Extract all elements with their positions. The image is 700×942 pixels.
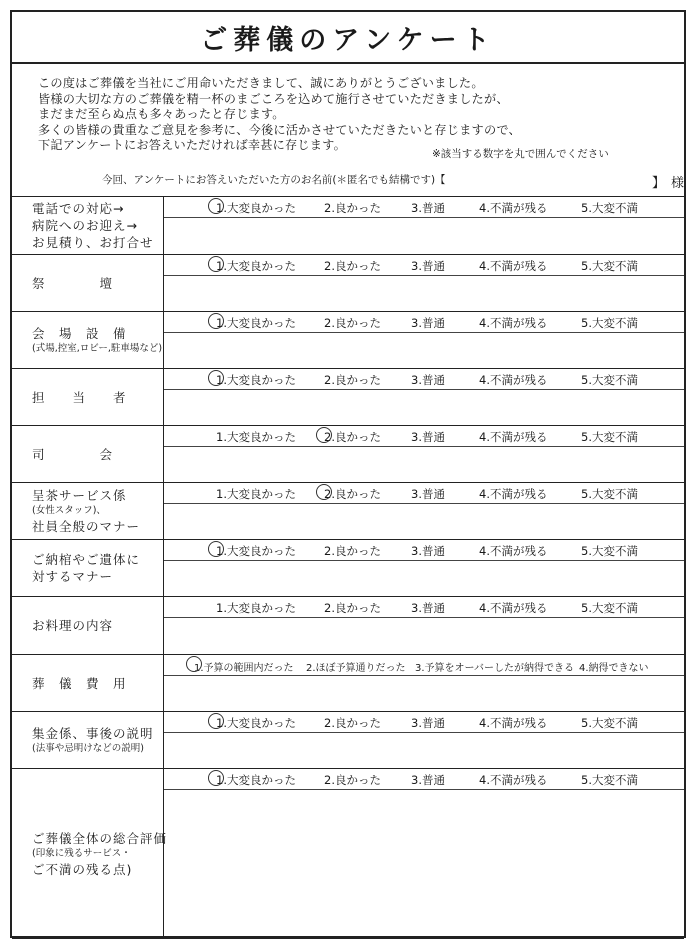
intro-line: まだまだ至らぬ点も多々あったと存じます。: [38, 107, 285, 121]
selected-circle-mark: [208, 198, 224, 214]
question-label-line: ご不満の残る点): [32, 861, 133, 877]
option-choice[interactable]: 4.不満が残る: [479, 373, 548, 387]
question-label-line: ご葬儀全体の総合評価: [32, 830, 168, 846]
selected-circle-mark: [208, 770, 224, 786]
question-label-line: お料理の内容: [32, 618, 114, 633]
option-choice[interactable]: 2.良かった: [324, 487, 381, 501]
option-choice[interactable]: 2.良かった: [324, 716, 381, 730]
name-field-close[interactable]: [652, 172, 684, 191]
question-label-line: お見積り、お打合せ: [32, 235, 154, 250]
question-label: [12, 483, 164, 539]
survey-table: [12, 196, 684, 877]
option-choice[interactable]: 3.普通: [411, 259, 445, 273]
selected-circle-mark: [208, 313, 224, 329]
option-choice[interactable]: 3.普通: [411, 544, 445, 558]
option-choice[interactable]: 3.普通: [411, 773, 445, 787]
question-label-line: (女性スタッフ)、: [32, 505, 106, 516]
question-label: [12, 597, 164, 654]
option-choice[interactable]: 3.普通: [411, 430, 445, 444]
intro-line: この度はご葬儀を当社にご用命いただきまして、誠にありがとうございました。: [38, 76, 484, 90]
question-label: [12, 769, 168, 938]
intro-text: [38, 76, 678, 154]
question-label-line: 葬 儀 費 用: [32, 675, 127, 691]
selected-circle-mark: [208, 713, 224, 729]
option-choice[interactable]: 4.不満が残る: [479, 201, 548, 215]
question-label-line: 祭 壇: [32, 275, 114, 291]
page-title: ご葬儀のアンケート: [200, 24, 496, 56]
question-label-line: 司 会: [32, 446, 114, 462]
option-choice[interactable]: 2.良かった: [324, 773, 381, 787]
question-label: [12, 712, 164, 768]
options-line: [164, 312, 684, 333]
question-label: [12, 255, 164, 311]
question-label-line: (式場,控室,ロビー,駐車場など): [32, 342, 163, 354]
question-label-line: 集金係、事後の説明: [32, 725, 154, 741]
options-line: [164, 426, 684, 447]
option-choice[interactable]: 1.大変良かった: [216, 487, 296, 501]
options-line: [164, 540, 684, 561]
option-choice[interactable]: 5.大変不満: [581, 716, 638, 730]
survey-row: [12, 655, 684, 712]
option-choice[interactable]: 1.大変良かった: [216, 259, 296, 273]
option-choice[interactable]: 2.ほぼ予算通りだった: [306, 663, 406, 674]
intro-line: 皆様の大切な方のご葬儀を精一杯のまごころを込めて施行させていただきましたが、: [38, 91, 509, 106]
options-line: [164, 483, 684, 504]
survey-row: [12, 769, 684, 939]
option-choice[interactable]: 3.普通: [411, 601, 445, 615]
option-choice[interactable]: 4.不満が残る: [479, 430, 548, 444]
option-choice[interactable]: 3.普通: [411, 373, 445, 387]
option-choice[interactable]: 1.大変良かった: [216, 716, 296, 730]
option-choice[interactable]: 4.不満が残る: [479, 601, 548, 615]
question-label-line: 病院へのお迎え→: [32, 218, 138, 233]
survey-row: [12, 712, 684, 769]
option-choice[interactable]: 5.大変不満: [581, 373, 638, 387]
options-line: [164, 655, 684, 676]
option-choice[interactable]: 1.大変良かった: [216, 430, 296, 444]
option-choice[interactable]: 4.不満が残る: [479, 716, 548, 730]
survey-row: [12, 597, 684, 655]
intro-line: 多くの皆様の貴重なご意見を参考に、今後に活かさせていただきたいと存じますので、: [38, 122, 521, 137]
question-label: [12, 426, 164, 482]
option-choice[interactable]: 5.大変不満: [581, 601, 638, 615]
selected-circle-mark: [208, 541, 224, 557]
option-choice[interactable]: 3.予算をオーバーしたが納得できる: [415, 663, 575, 674]
option-choice[interactable]: 1.大変良かった: [216, 601, 296, 615]
survey-sheet: [10, 10, 686, 938]
question-label-line: ご納棺やご遺体に: [32, 552, 141, 567]
survey-row: [12, 426, 684, 483]
option-choice[interactable]: 5.大変不満: [581, 201, 638, 215]
survey-row: [12, 197, 684, 255]
selected-circle-mark: [316, 484, 332, 500]
option-choice[interactable]: 4.納得できない: [579, 663, 649, 674]
option-choice[interactable]: 3.普通: [411, 487, 445, 501]
options-line: [164, 197, 684, 218]
option-choice[interactable]: 2.良かった: [324, 373, 381, 387]
selected-circle-mark: [208, 370, 224, 386]
question-label: [12, 655, 164, 711]
option-choice[interactable]: 3.普通: [411, 201, 445, 215]
question-label-line: (法事や忌明けなどの説明): [32, 742, 144, 754]
option-choice[interactable]: 2.良かった: [324, 544, 381, 558]
option-choice[interactable]: 3.普通: [411, 316, 445, 330]
question-label-line: 電話での対応→: [32, 201, 125, 216]
option-choice[interactable]: 4.不満が残る: [479, 316, 548, 330]
question-label: [12, 540, 164, 596]
option-choice[interactable]: 3.普通: [411, 716, 445, 730]
question-label-line: 社員全般のマナー: [32, 519, 141, 534]
survey-row: [12, 540, 684, 597]
option-choice[interactable]: 2.良かった: [324, 316, 381, 330]
option-choice[interactable]: 1.大変良かった: [216, 373, 296, 387]
option-choice[interactable]: 5.大変不満: [581, 544, 638, 558]
option-choice[interactable]: 4.不満が残る: [479, 259, 548, 273]
option-choice[interactable]: 2.良かった: [324, 601, 381, 615]
question-label-line: 会 場 設 備: [32, 325, 127, 341]
survey-row: [12, 369, 684, 426]
option-choice[interactable]: 2.良かった: [324, 259, 381, 273]
name-bracket: 】: [652, 176, 666, 191]
title-box: [12, 12, 684, 64]
options-line: [164, 712, 684, 733]
option-choice[interactable]: 2.良かった: [324, 201, 381, 215]
option-choice[interactable]: 5.大変不満: [581, 487, 638, 501]
question-label: [12, 197, 164, 254]
option-choice[interactable]: 5.大変不満: [581, 316, 638, 330]
selected-circle-mark: [208, 256, 224, 272]
question-label-line: 呈茶サービス係: [32, 488, 127, 503]
option-choice[interactable]: 1.大変良かった: [216, 201, 296, 215]
option-choice[interactable]: 1.大変良かった: [216, 316, 296, 330]
options-line: [164, 769, 684, 790]
option-choice[interactable]: 4.不満が残る: [479, 544, 548, 558]
selected-circle-mark: [186, 656, 202, 672]
option-choice[interactable]: 1.予算の範囲内だった: [194, 663, 294, 674]
survey-row: [12, 312, 684, 369]
option-choice[interactable]: 4.不満が残る: [479, 487, 548, 501]
option-choice[interactable]: 1.大変良かった: [216, 773, 296, 787]
question-label: [12, 369, 164, 425]
instruction-note: ※該当する数字を丸で囲んでください: [432, 148, 609, 160]
intro-line: 下記アンケートにお答えいただければ幸甚に存じます。: [38, 138, 346, 152]
name-prompt: 今回、アンケートにお答えいただいた方のお名前(＊匿名でも結構です)【: [102, 174, 446, 186]
option-choice[interactable]: 5.大変不満: [581, 773, 638, 787]
question-label: [12, 312, 164, 368]
option-choice[interactable]: 2.良かった: [324, 430, 381, 444]
option-choice[interactable]: 4.不満が残る: [479, 773, 548, 787]
question-label-line: (印象に残るサービス・: [32, 847, 131, 859]
selected-circle-mark: [316, 427, 332, 443]
question-label-line: 担 当 者: [32, 389, 127, 405]
option-choice[interactable]: 1.大変良かった: [216, 544, 296, 558]
option-choice[interactable]: 5.大変不満: [581, 259, 638, 273]
question-label-line: 対するマナー: [32, 569, 114, 584]
options-line: [164, 255, 684, 276]
survey-row: [12, 255, 684, 312]
options-line: [164, 597, 684, 618]
option-choice[interactable]: 5.大変不満: [581, 430, 638, 444]
options-line: [164, 369, 684, 390]
sama-label: 様: [671, 176, 685, 191]
survey-row: [12, 483, 684, 540]
